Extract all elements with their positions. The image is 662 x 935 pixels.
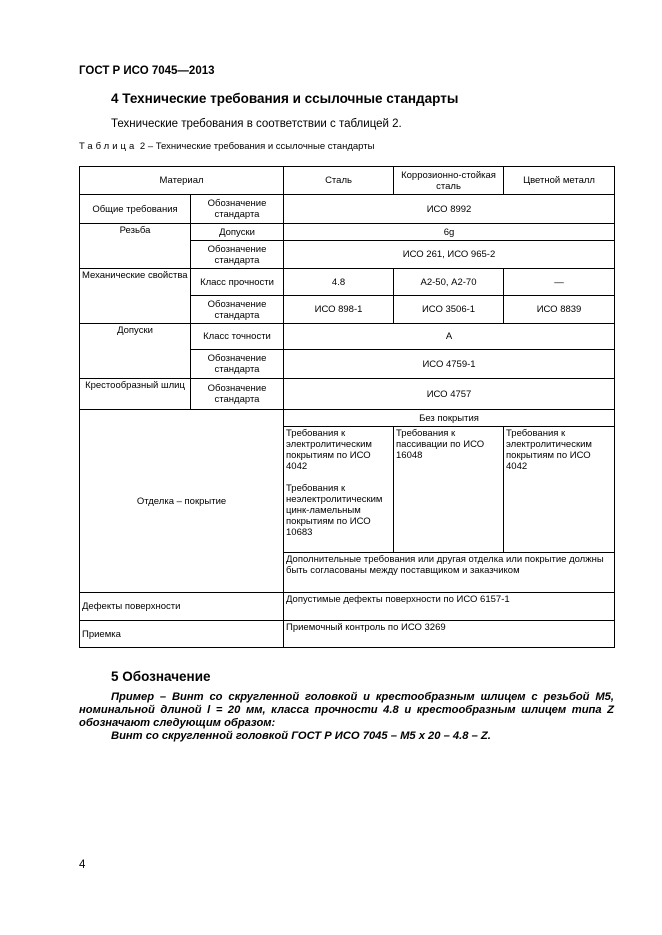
cell-value: А2-50, А2-70	[394, 269, 504, 296]
sub-label: Обозначение стандарта	[191, 379, 284, 410]
table-row	[80, 269, 615, 296]
cell-value: А	[284, 324, 615, 350]
table-row	[80, 379, 615, 410]
table-caption-text: – Технические требования и ссылочные стандарты	[147, 141, 375, 152]
cell-finish-stainless: Требования к пассивации по ИСО 16048	[394, 427, 504, 553]
cell-value: Без покрытия	[284, 410, 615, 427]
header-nonferrous: Цветной металл	[504, 167, 615, 195]
cell-value: ИСО 3506-1	[394, 296, 504, 324]
sub-label: Класс прочности	[191, 269, 284, 296]
table-caption-word: Таблица	[79, 141, 138, 152]
section-5-title: 5 Обозначение	[111, 669, 211, 684]
header-stainless: Коррозионно-стойкая сталь	[394, 167, 504, 195]
cell-finish-nonferrous: Требования к электролитическим покрытиям по ИСО 4042	[504, 427, 615, 553]
header-material: Материал	[80, 167, 284, 195]
row-label-recess: Крестообразный шлиц	[80, 379, 191, 410]
page-number: 4	[79, 859, 86, 871]
header-steel: Сталь	[284, 167, 394, 195]
row-label-general: Общие требования	[80, 195, 191, 224]
sub-label: Обозначение стандарта	[191, 195, 284, 224]
cell-value: ИСО 898-1	[284, 296, 394, 324]
section-4-title: 4 Технические требования и ссылочные стандарты	[111, 91, 459, 106]
row-label-finish: Отделка – покрытие	[80, 410, 284, 593]
table-row	[80, 593, 615, 621]
cell-value: ИСО 4757	[284, 379, 615, 410]
example-text: Пример – Винт со скругленной головкой и крестообразным шлицем с резьбой М5, номинальной длиной l = 20 мм, класса прочности 4.8 и крестообразным шлицем типа Z обозначают следующим образом:	[79, 691, 614, 729]
row-label-defects: Дефекты поверхности	[80, 593, 284, 621]
table-row	[80, 410, 615, 427]
example-designation: Винт со скругленной головкой ГОСТ Р ИСО 7045 – М5 х 20 – 4.8 – Z.	[111, 730, 491, 742]
section-4-intro: Технические требования в соответствии с таблицей 2.	[111, 118, 402, 130]
cell-value: ИСО 8839	[504, 296, 615, 324]
cell-finish-steel	[284, 427, 394, 553]
table-header-row	[80, 167, 615, 195]
cell-value: ИСО 4759-1	[284, 350, 615, 379]
sub-label: Обозначение стандарта	[191, 296, 284, 324]
example-block	[79, 691, 614, 743]
cell-finish-additional: Дополнительные требования или другая отделка или покрытие должны быть согласованы между поставщиком и заказчиком	[284, 553, 615, 593]
row-label-acceptance: Приемка	[80, 621, 284, 648]
finish-steel-non-electrolytic: Требования к неэлектролитическим цинк-ламельным покрытиям по ИСО 10683	[286, 483, 383, 538]
sub-label: Класс точности	[191, 324, 284, 350]
cell-value: Допустимые дефекты поверхности по ИСО 6157-1	[284, 593, 615, 621]
table-row	[80, 224, 615, 241]
document-header: ГОСТ Р ИСО 7045—2013	[79, 65, 215, 77]
finish-steel-electrolytic: Требования к электролитическим покрытиям по ИСО 4042	[286, 428, 372, 472]
table-row	[80, 324, 615, 350]
cell-value: Приемочный контроль по ИСО 3269	[284, 621, 615, 648]
cell-value: 6g	[284, 224, 615, 241]
row-label-tolerances: Допуски	[80, 324, 191, 379]
sub-label: Обозначение стандарта	[191, 241, 284, 269]
cell-value: ИСО 8992	[284, 195, 615, 224]
table-caption	[79, 141, 374, 152]
sub-label: Допуски	[191, 224, 284, 241]
table-caption-number: 2	[139, 141, 146, 152]
table-row	[80, 195, 615, 224]
cell-value: 4.8	[284, 269, 394, 296]
requirements-table	[79, 166, 615, 648]
row-label-mechanical: Механические свойства	[80, 269, 191, 324]
cell-value: —	[504, 269, 615, 296]
row-label-thread: Резьба	[80, 224, 191, 269]
table-row	[80, 621, 615, 648]
cell-value: ИСО 261, ИСО 965-2	[284, 241, 615, 269]
sub-label: Обозначение стандарта	[191, 350, 284, 379]
